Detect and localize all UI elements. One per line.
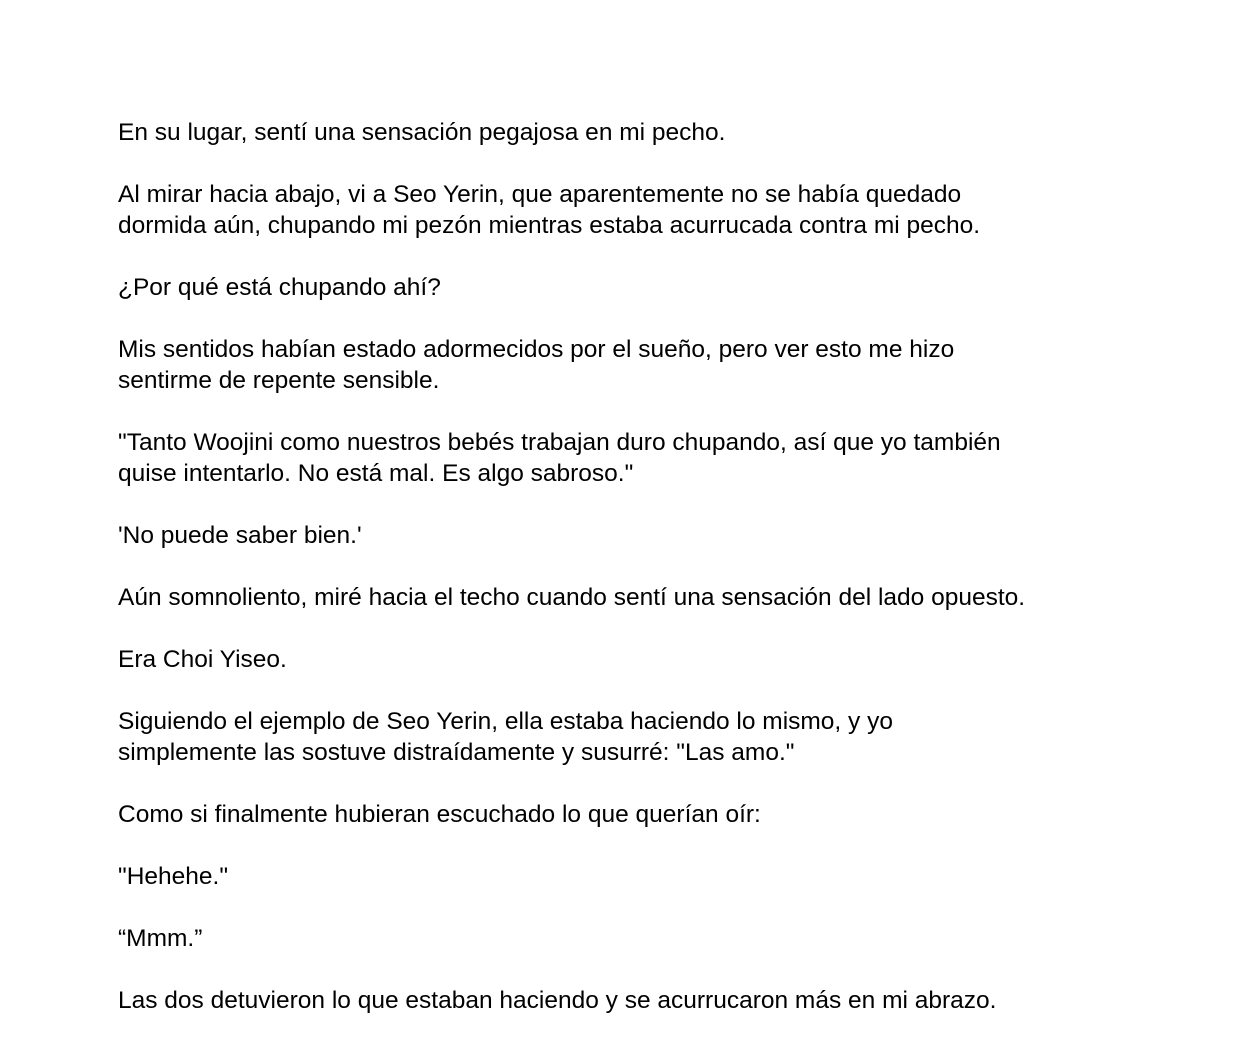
text-line: Era Choi Yiseo. bbox=[118, 646, 287, 673]
text-line: Las dos detuvieron lo que estaban haciendo y se acurrucaron más en mi abrazo. bbox=[118, 987, 997, 1014]
text-line: Mis sentidos habían estado adormecidos por el sueño, pero ver esto me hizo bbox=[118, 336, 955, 363]
paragraph bbox=[118, 861, 1218, 892]
document-text-body bbox=[118, 117, 1218, 1047]
paragraph bbox=[118, 272, 1218, 303]
paragraph bbox=[118, 179, 1218, 241]
paragraph bbox=[118, 799, 1218, 830]
text-line: dormida aún, chupando mi pezón mientras estaba acurrucada contra mi pecho. bbox=[118, 212, 981, 239]
paragraph bbox=[118, 520, 1218, 551]
text-line: Como si finalmente hubieran escuchado lo que querían oír: bbox=[118, 801, 761, 828]
paragraph bbox=[118, 334, 1218, 396]
paragraph bbox=[118, 985, 1218, 1016]
paragraph bbox=[118, 644, 1218, 675]
text-line: “Mmm.” bbox=[118, 925, 203, 952]
text-line: quise intentarlo. No está mal. Es algo sabroso." bbox=[118, 460, 634, 487]
paragraph bbox=[118, 427, 1218, 489]
paragraph bbox=[118, 117, 1218, 148]
text-line: simplemente las sostuve distraídamente y susurré: "Las amo." bbox=[118, 739, 795, 766]
paragraph bbox=[118, 706, 1218, 768]
text-line: sentirme de repente sensible. bbox=[118, 367, 440, 394]
paragraph bbox=[118, 582, 1218, 613]
text-line: ¿Por qué está chupando ahí? bbox=[118, 274, 441, 301]
paragraph bbox=[118, 923, 1218, 954]
text-line: Siguiendo el ejemplo de Seo Yerin, ella estaba haciendo lo mismo, y yo bbox=[118, 708, 893, 735]
text-line: En su lugar, sentí una sensación pegajosa en mi pecho. bbox=[118, 119, 726, 146]
text-line: Aún somnoliento, miré hacia el techo cuando sentí una sensación del lado opuesto. bbox=[118, 584, 1026, 611]
text-line: Al mirar hacia abajo, vi a Seo Yerin, que aparentemente no se había quedado bbox=[118, 181, 962, 208]
text-line: "Hehehe." bbox=[118, 863, 229, 890]
text-line: "Tanto Woojini como nuestros bebés trabajan duro chupando, así que yo también bbox=[118, 429, 1001, 456]
text-line: 'No puede saber bien.' bbox=[118, 522, 362, 549]
